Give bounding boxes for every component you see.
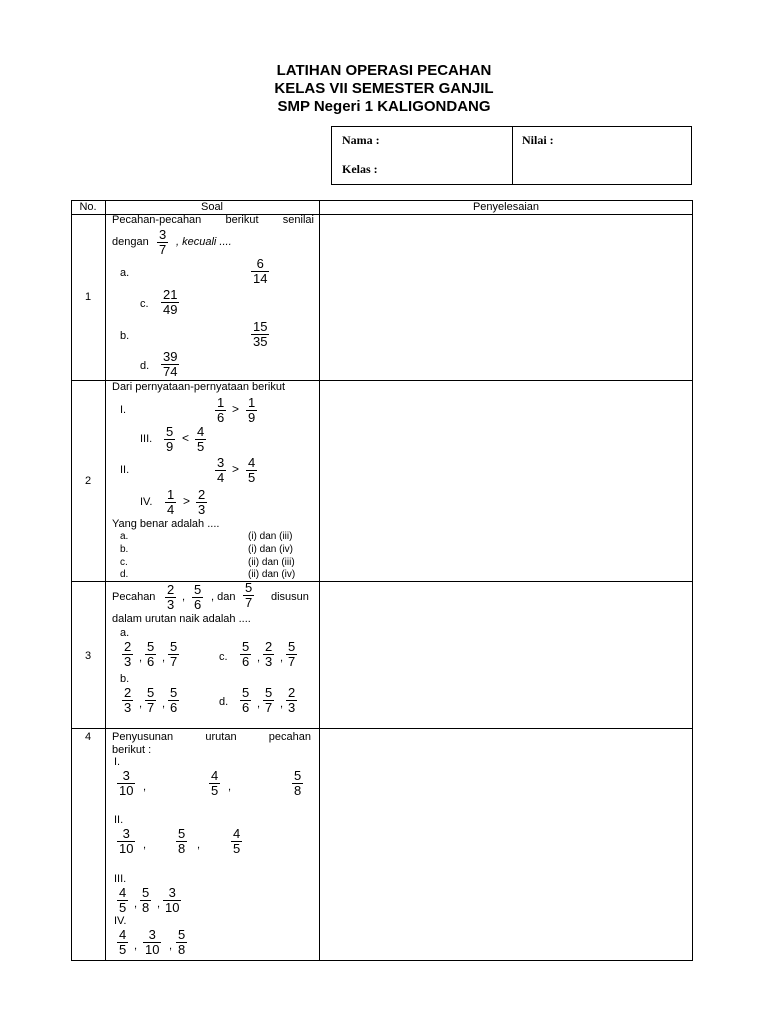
q2-option-b-label: b. bbox=[120, 544, 129, 555]
numerator: 5 bbox=[288, 639, 296, 654]
q1-word: Pecahan-pecahan bbox=[112, 214, 202, 226]
nilai-label: Nilai : bbox=[522, 133, 554, 147]
numerator: 1 bbox=[248, 395, 256, 410]
q3-option-a-comma: , bbox=[162, 652, 166, 664]
student-info-box bbox=[331, 126, 692, 185]
q1-number: 1 bbox=[84, 291, 92, 303]
q3-option-a-fraction-3 bbox=[168, 640, 179, 669]
q3-option-b-comma: , bbox=[139, 698, 143, 710]
q2-statement-3-operator: < bbox=[182, 431, 190, 445]
q2-statement-2-right bbox=[246, 456, 257, 485]
q1-option-a-label: a. bbox=[120, 267, 130, 279]
numerator: 2 bbox=[288, 685, 296, 700]
numerator: 3 bbox=[122, 768, 130, 783]
numerator: 5 bbox=[265, 685, 273, 700]
numerator: 5 bbox=[242, 685, 250, 700]
q4-group-3-comma: , bbox=[157, 898, 161, 910]
denominator: 4 bbox=[167, 502, 175, 517]
denominator: 10 bbox=[165, 900, 180, 915]
q3-option-c-label: c. bbox=[219, 651, 228, 663]
q3-option-a-comma: , bbox=[139, 652, 143, 664]
numerator: 6 bbox=[256, 256, 264, 271]
q3-option-c-comma: , bbox=[257, 652, 261, 664]
numerator: 39 bbox=[163, 349, 178, 364]
q2-statement-2-label: II. bbox=[120, 464, 130, 476]
q4-group-3-comma: , bbox=[134, 898, 138, 910]
numerator: 5 bbox=[170, 685, 178, 700]
numerator: 2 bbox=[124, 685, 132, 700]
numerator: 2 bbox=[167, 582, 175, 597]
title-line-3: SMP Negeri 1 KALIGONDANG bbox=[277, 98, 491, 115]
q1-word: senilai bbox=[282, 214, 314, 226]
q3-option-d-comma: , bbox=[257, 698, 261, 710]
numerator: 2 bbox=[265, 639, 273, 654]
q4-group-3-label: III. bbox=[114, 873, 127, 885]
q4-group-4-fraction-2 bbox=[143, 928, 161, 957]
q3-option-c-fraction-3 bbox=[286, 640, 297, 669]
denominator: 5 bbox=[197, 439, 205, 454]
q4-group-2-fraction-3 bbox=[231, 827, 242, 856]
denominator: 14 bbox=[253, 271, 268, 286]
q2-statement-2-left bbox=[215, 456, 226, 485]
q3-option-d-fraction-3 bbox=[286, 686, 297, 715]
q4-word: Penyusunan bbox=[112, 731, 174, 743]
denominator: 5 bbox=[248, 470, 256, 485]
numerator: 5 bbox=[142, 885, 150, 900]
row-divider-2 bbox=[71, 581, 693, 582]
q2-option-a-text: (i) dan (iii) bbox=[248, 531, 293, 542]
q1-line1 bbox=[112, 214, 314, 227]
q3-option-b-label: b. bbox=[120, 673, 130, 685]
numerator: 5 bbox=[194, 582, 202, 597]
q2-statement-3-left bbox=[164, 425, 175, 454]
denominator: 3 bbox=[288, 700, 296, 715]
header-penyelesaian: Penyelesaian bbox=[472, 201, 540, 213]
denominator: 5 bbox=[233, 841, 241, 856]
denominator: 8 bbox=[178, 841, 186, 856]
q2-statement-4-right bbox=[196, 488, 207, 517]
denominator: 6 bbox=[170, 700, 178, 715]
denominator: 7 bbox=[159, 242, 167, 257]
q4-group-3-fraction-1 bbox=[117, 886, 128, 915]
q4-group-1-comma: , bbox=[228, 781, 232, 793]
denominator: 7 bbox=[265, 700, 273, 715]
q3-fraction-2 bbox=[192, 583, 203, 612]
q3-number: 3 bbox=[84, 650, 92, 662]
kelas-label: Kelas : bbox=[342, 162, 378, 176]
q4-line2: berikut : bbox=[112, 744, 152, 756]
q4-number: 4 bbox=[84, 731, 92, 743]
denominator: 4 bbox=[217, 470, 225, 485]
q4-group-2-fraction-2 bbox=[176, 827, 187, 856]
numerator: 15 bbox=[253, 319, 268, 334]
q3-option-a-fraction-1 bbox=[122, 640, 133, 669]
q1-option-b-label: b. bbox=[120, 330, 130, 342]
numerator: 1 bbox=[167, 487, 175, 502]
header-no: No. bbox=[79, 201, 97, 213]
numerator: 4 bbox=[211, 768, 219, 783]
denominator: 49 bbox=[163, 302, 178, 317]
q2-number: 2 bbox=[84, 475, 92, 487]
denominator: 9 bbox=[166, 439, 174, 454]
q4-group-4-comma: , bbox=[169, 940, 173, 952]
denominator: 7 bbox=[245, 595, 253, 610]
numerator: 5 bbox=[294, 768, 302, 783]
q3-option-b-fraction-3 bbox=[168, 686, 179, 715]
q3-option-a-fraction-2 bbox=[145, 640, 156, 669]
q3-option-b-fraction-1 bbox=[122, 686, 133, 715]
denominator: 5 bbox=[211, 783, 219, 798]
title-line-1: LATIHAN OPERASI PECAHAN bbox=[276, 62, 492, 79]
denominator: 74 bbox=[163, 364, 178, 379]
denominator: 8 bbox=[178, 942, 186, 957]
row-divider-3 bbox=[71, 728, 693, 729]
q4-group-3-fraction-3 bbox=[163, 886, 181, 915]
info-divider bbox=[512, 127, 513, 184]
numerator: 2 bbox=[124, 639, 132, 654]
denominator: 3 bbox=[124, 700, 132, 715]
q4-group-1-label: I. bbox=[114, 756, 121, 768]
denominator: 6 bbox=[194, 597, 202, 612]
q2-option-b-text: (i) dan (iv) bbox=[248, 544, 294, 555]
header-soal: Soal bbox=[200, 201, 224, 213]
q2-option-d-text: (ii) dan (iv) bbox=[248, 569, 296, 580]
q3-option-c-fraction-1 bbox=[240, 640, 251, 669]
denominator: 5 bbox=[119, 942, 127, 957]
numerator: 5 bbox=[178, 826, 186, 841]
denominator: 6 bbox=[242, 654, 250, 669]
numerator: 1 bbox=[217, 395, 225, 410]
denominator: 3 bbox=[124, 654, 132, 669]
q2-option-d-label: d. bbox=[120, 569, 129, 580]
q3-dan: , dan bbox=[211, 591, 236, 603]
q4-group-1-fraction-1 bbox=[117, 769, 135, 798]
q4-group-4-fraction-1 bbox=[117, 928, 128, 957]
q4-group-1-fraction-3 bbox=[292, 769, 303, 798]
q1-word: berikut bbox=[225, 214, 259, 226]
numerator: 21 bbox=[163, 287, 178, 302]
q3-option-b-comma: , bbox=[162, 698, 166, 710]
denominator: 6 bbox=[217, 410, 225, 425]
numerator: 3 bbox=[122, 826, 130, 841]
numerator: 5 bbox=[170, 639, 178, 654]
q3-option-c-fraction-2 bbox=[263, 640, 274, 669]
q4-line1 bbox=[112, 731, 311, 744]
q2-statement-3-right bbox=[195, 425, 206, 454]
q3-option-d-comma: , bbox=[280, 698, 284, 710]
q4-group-2-comma: , bbox=[143, 839, 147, 851]
numerator: 4 bbox=[197, 424, 205, 439]
denominator: 7 bbox=[288, 654, 296, 669]
q4-group-4-comma: , bbox=[134, 940, 138, 952]
denominator: 7 bbox=[147, 700, 155, 715]
q2-intro: Dari pernyataan-pernyataan berikut bbox=[112, 381, 286, 393]
denominator: 3 bbox=[167, 597, 175, 612]
q2-statement-1-left bbox=[215, 396, 226, 425]
q1-option-c-label: c. bbox=[140, 298, 149, 310]
q4-word: pecahan bbox=[268, 731, 311, 743]
q3-disusun: disusun bbox=[271, 591, 309, 603]
numerator: 5 bbox=[147, 639, 155, 654]
numerator: 5 bbox=[242, 639, 250, 654]
q3-comma: , bbox=[182, 591, 186, 603]
q3-option-d-fraction-2 bbox=[263, 686, 274, 715]
q4-group-2-fraction-1 bbox=[117, 827, 135, 856]
q3-line2: dalam urutan naik adalah .... bbox=[112, 613, 251, 625]
q2-option-c-label: c. bbox=[120, 557, 128, 568]
numerator: 4 bbox=[119, 885, 127, 900]
numerator: 4 bbox=[233, 826, 241, 841]
q1-option-d-label: d. bbox=[140, 360, 150, 372]
nama-label: Nama : bbox=[342, 133, 380, 147]
numerator: 3 bbox=[159, 227, 167, 242]
numerator: 4 bbox=[119, 927, 127, 942]
q3-pecahan: Pecahan bbox=[112, 591, 156, 603]
q2-statement-1-label: I. bbox=[120, 404, 127, 416]
q1-dengan: dengan bbox=[112, 236, 149, 248]
denominator: 5 bbox=[119, 900, 127, 915]
numerator: 5 bbox=[147, 685, 155, 700]
q3-option-d-label: d. bbox=[219, 696, 229, 708]
q4-group-4-fraction-3 bbox=[176, 928, 187, 957]
q2-option-a-label: a. bbox=[120, 531, 129, 542]
q2-question: Yang benar adalah .... bbox=[112, 518, 220, 530]
denominator: 10 bbox=[119, 783, 134, 798]
table-border-bottom bbox=[71, 960, 693, 961]
q3-option-d-fraction-1 bbox=[240, 686, 251, 715]
q1-option-d-fraction bbox=[161, 350, 179, 379]
denominator: 6 bbox=[242, 700, 250, 715]
numerator: 3 bbox=[168, 885, 176, 900]
numerator: 5 bbox=[178, 927, 186, 942]
denominator: 8 bbox=[142, 900, 150, 915]
q3-option-a-label: a. bbox=[120, 627, 130, 639]
q4-group-2-label: II. bbox=[114, 814, 124, 826]
q4-group-1-comma: , bbox=[143, 781, 147, 793]
denominator: 10 bbox=[119, 841, 134, 856]
q4-word: urutan bbox=[205, 731, 237, 743]
q2-statement-2-operator: > bbox=[232, 462, 240, 476]
q2-statement-4-operator: > bbox=[183, 494, 191, 508]
q4-group-1-fraction-2 bbox=[209, 769, 220, 798]
q2-statement-1-operator: > bbox=[232, 402, 240, 416]
q2-option-c-text: (ii) dan (iii) bbox=[248, 557, 295, 568]
numerator: 3 bbox=[217, 455, 225, 470]
q4-group-4-label: IV. bbox=[114, 915, 127, 927]
q1-option-b-fraction bbox=[251, 320, 269, 349]
q3-fraction-3 bbox=[243, 581, 254, 610]
denominator: 8 bbox=[294, 783, 302, 798]
q2-statement-1-right bbox=[246, 396, 257, 425]
q2-statement-3-label: III. bbox=[140, 433, 153, 445]
q3-option-b-fraction-2 bbox=[145, 686, 156, 715]
q4-group-2-comma: , bbox=[197, 839, 201, 851]
q4-group-3-fraction-2 bbox=[140, 886, 151, 915]
q1-kecuali: , kecuali .... bbox=[176, 236, 232, 248]
q1-fraction bbox=[157, 228, 168, 257]
title-line-2: KELAS VII SEMESTER GANJIL bbox=[274, 80, 494, 97]
denominator: 35 bbox=[253, 334, 268, 349]
denominator: 3 bbox=[265, 654, 273, 669]
numerator: 2 bbox=[198, 487, 206, 502]
numerator: 3 bbox=[148, 927, 156, 942]
denominator: 10 bbox=[145, 942, 160, 957]
denominator: 6 bbox=[147, 654, 155, 669]
denominator: 7 bbox=[170, 654, 178, 669]
q1-option-c-fraction bbox=[161, 288, 179, 317]
numerator: 4 bbox=[248, 455, 256, 470]
exercise-table bbox=[71, 200, 693, 961]
denominator: 9 bbox=[248, 410, 256, 425]
q3-fraction-1 bbox=[165, 583, 176, 612]
q2-statement-4-label: IV. bbox=[140, 496, 153, 508]
q2-statement-4-left bbox=[165, 488, 176, 517]
denominator: 3 bbox=[198, 502, 206, 517]
q3-option-c-comma: , bbox=[280, 652, 284, 664]
q1-option-a-fraction bbox=[251, 257, 269, 286]
numerator: 5 bbox=[166, 424, 174, 439]
numerator: 5 bbox=[245, 580, 253, 595]
